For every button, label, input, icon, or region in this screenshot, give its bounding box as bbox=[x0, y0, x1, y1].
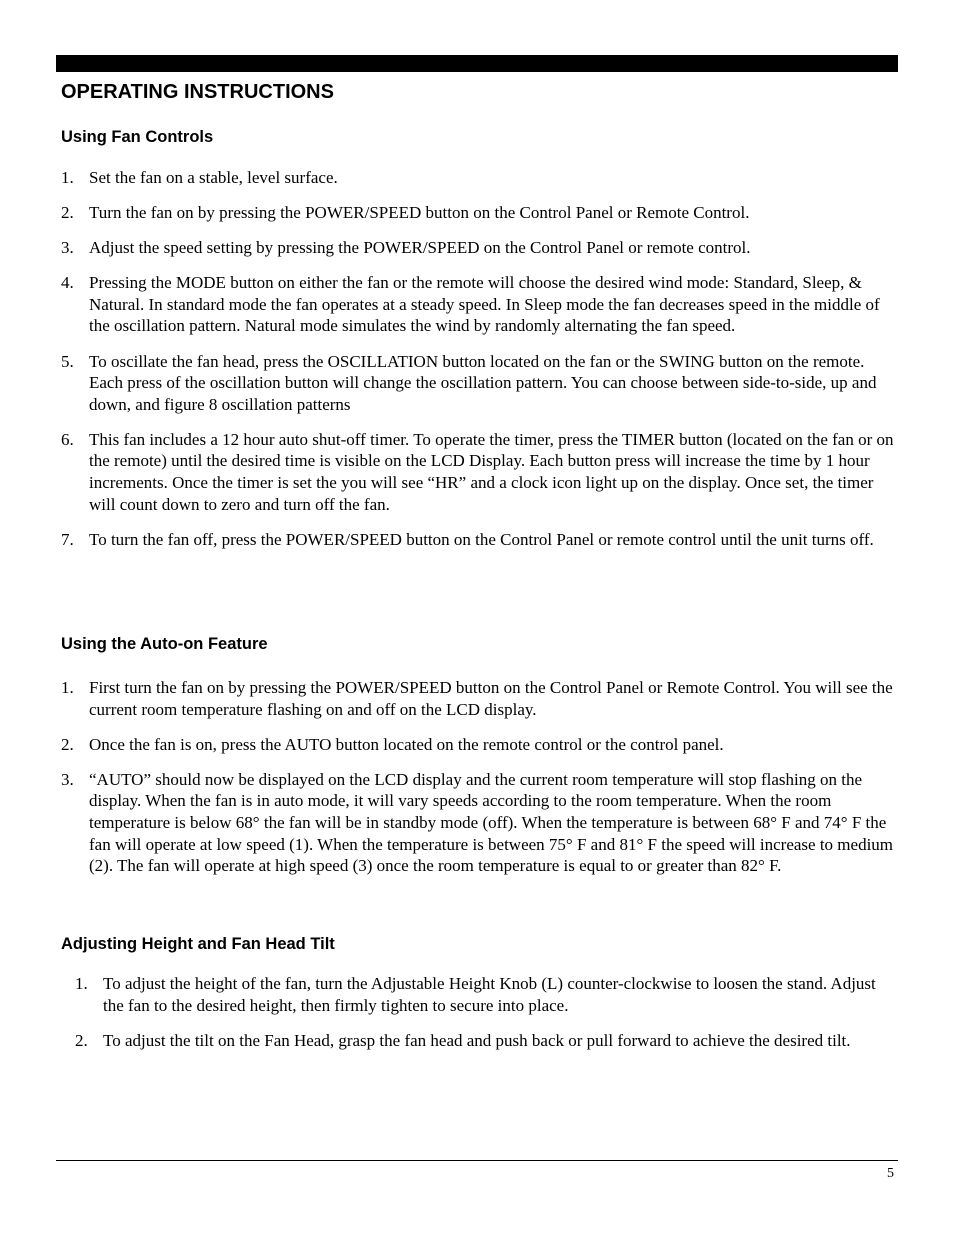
item-number: 2. bbox=[75, 1030, 88, 1050]
list-item bbox=[61, 351, 897, 416]
footer-rule bbox=[56, 1160, 898, 1161]
item-text: Set the fan on a stable, level surface. bbox=[89, 168, 338, 187]
item-text: First turn the fan on by pressing the POWER/SPEED button on the Control Panel or Remote Control. You will see the current room temperature flashing on and off on the LCD display. bbox=[89, 678, 893, 719]
item-number: 7. bbox=[61, 529, 74, 549]
item-text: Pressing the MODE button on either the fan or the remote will choose the desired wind mode: Standard, Sleep, & Natural. In standard mode the fan operates at a steady speed. In Sleep mode the fan decreases speed in the middle of the oscillation pattern. Natural mode simulates the wind by randomly alternating the fan speed. bbox=[89, 273, 880, 336]
header-rule bbox=[56, 55, 898, 72]
item-number: 1. bbox=[61, 678, 74, 697]
section-heading-fan-controls: Using Fan Controls bbox=[61, 128, 214, 146]
item-text: Once the fan is on, press the AUTO button located on the remote control or the control panel. bbox=[89, 734, 724, 754]
item-number: 2. bbox=[61, 203, 74, 223]
list-item bbox=[61, 529, 897, 551]
item-text: To adjust the height of the fan, turn the Adjustable Height Knob (L) counter-clockwise to loosen the stand. Adjust the fan to the desired height, then firmly tighten to secure into place. bbox=[103, 974, 876, 1015]
item-number: 1. bbox=[75, 974, 88, 993]
list-item bbox=[61, 734, 897, 756]
item-number: 1. bbox=[61, 168, 74, 187]
list-item bbox=[61, 202, 897, 224]
auto-on-list bbox=[61, 677, 897, 890]
item-number: 6. bbox=[61, 429, 74, 449]
item-text: This fan includes a 12 hour auto shut-off timer. To operate the timer, press the TIMER button (located on the fan or on the remote) until the desired time is visible on the LCD Display. Each button press will increase the time by 1 hour increments. Once the timer is set the you will see “HR” and a clock icon light up on the display. Once set, the timer will count down to zero and turn off the fan. bbox=[89, 429, 894, 514]
list-item bbox=[61, 769, 897, 877]
fan-controls-list bbox=[61, 167, 897, 564]
page-title: OPERATING INSTRUCTIONS bbox=[61, 81, 334, 103]
item-text: Turn the fan on by pressing the POWER/SPEED button on the Control Panel or Remote Control. bbox=[89, 203, 750, 223]
item-text: To turn the fan off, press the POWER/SPEED button on the Control Panel or remote control until the unit turns off. bbox=[89, 529, 874, 549]
list-item bbox=[61, 272, 897, 337]
item-number: 5. bbox=[61, 351, 74, 371]
item-text: “AUTO” should now be displayed on the LCD display and the current room temperature will stop flashing on the display. When the fan is in auto mode, it will vary speeds according to the room temperature. When the room temperature is below 68° the fan will be in standby mode (off). When the temperature is between 68° F and 74° F the fan will operate at low speed (1). When the temperature is between 75° F and 81° F the speed will increase to medium (2). The fan will operate at high speed (3) once the room temperature is equal to or greater than 82° F. bbox=[89, 769, 894, 876]
list-item bbox=[61, 429, 897, 515]
item-number: 3. bbox=[61, 238, 74, 258]
page-number: 5 bbox=[887, 1166, 894, 1181]
item-text: To adjust the tilt on the Fan Head, grasp the fan head and push back or pull forward to achieve the desired tilt. bbox=[103, 1030, 851, 1050]
item-number: 4. bbox=[61, 273, 74, 293]
list-item bbox=[61, 237, 897, 259]
section-heading-auto-on: Using the Auto-on Feature bbox=[61, 635, 268, 653]
item-text: To oscillate the fan head, press the OSCILLATION button located on the fan or the SWING button on the remote. Each press of the oscillation button will change the oscillation pattern. You can choose between side-to-side, up and down, and figure 8 oscillation patterns bbox=[89, 351, 877, 414]
item-number: 2. bbox=[61, 734, 74, 754]
list-item bbox=[61, 167, 897, 189]
section-heading-height-tilt: Adjusting Height and Fan Head Tilt bbox=[61, 935, 335, 953]
list-item bbox=[75, 1030, 897, 1052]
list-item bbox=[75, 973, 897, 1016]
list-item bbox=[61, 677, 897, 720]
height-tilt-list bbox=[75, 973, 897, 1065]
item-number: 3. bbox=[61, 769, 74, 789]
item-text: Adjust the speed setting by pressing the POWER/SPEED on the Control Panel or remote control. bbox=[89, 238, 751, 258]
